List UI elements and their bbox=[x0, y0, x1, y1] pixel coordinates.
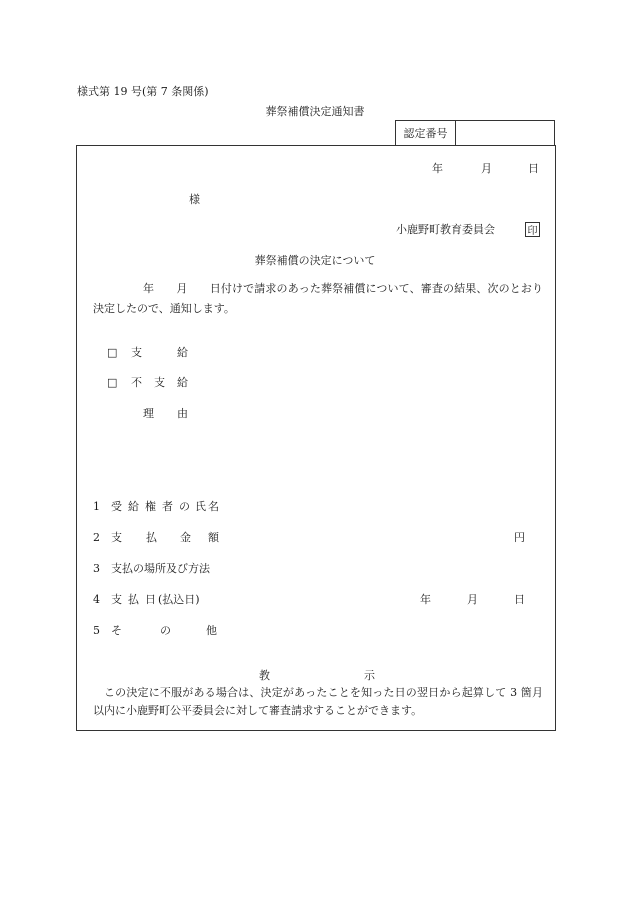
date-month-label: 月 bbox=[481, 162, 492, 175]
reason-label-char: 由 bbox=[177, 407, 188, 420]
payment-label-char: 給 bbox=[177, 346, 188, 359]
item-5-char: そ bbox=[111, 624, 122, 637]
item-2-char: 払 bbox=[146, 531, 157, 544]
addressee-suffix: 様 bbox=[189, 193, 200, 206]
item-4-year-label: 年 bbox=[420, 593, 431, 606]
date-year-label: 年 bbox=[432, 162, 443, 175]
form-number: 様式第 19 号(第 7 条関係) bbox=[77, 85, 209, 98]
certification-number-box bbox=[395, 120, 555, 145]
notice-title-char: 教 bbox=[259, 669, 270, 682]
item-1-char: 受 bbox=[111, 500, 122, 513]
notice-title-char: 示 bbox=[364, 669, 375, 682]
item-2-char: 支 bbox=[111, 531, 122, 544]
item-1-char: の bbox=[179, 500, 190, 513]
item-4-char: 日 bbox=[145, 593, 156, 606]
item-2-unit: 円 bbox=[514, 531, 525, 544]
reason-label-char: 理 bbox=[143, 407, 154, 420]
item-5-char: の bbox=[160, 624, 171, 637]
item-2-char: 金 bbox=[180, 531, 191, 544]
item-3-label: 支払の場所及び方法 bbox=[111, 562, 210, 575]
item-5-char: 他 bbox=[206, 624, 217, 637]
date-day-label: 日 bbox=[528, 162, 539, 175]
nonpayment-checkbox[interactable]: □ bbox=[107, 376, 118, 389]
item-4-char: 払 bbox=[128, 593, 139, 606]
item-4-number: 4 bbox=[93, 593, 100, 606]
item-1-char: 給 bbox=[128, 500, 139, 513]
item-1-char: 権 bbox=[145, 500, 156, 513]
item-2-char: 額 bbox=[208, 531, 219, 544]
item-1-char: 名 bbox=[208, 500, 219, 513]
item-4-day-label: 日 bbox=[514, 593, 525, 606]
item-1-number: 1 bbox=[93, 500, 100, 513]
item-1-char: 者 bbox=[162, 500, 173, 513]
notice-paragraph: この決定に不服がある場合は、決定があったことを知った日の翌日から起算して 3 箇月以内に小鹿野町公平委員会に対して審査請求することができます。 bbox=[93, 686, 543, 717]
payment-label-char: 支 bbox=[131, 346, 142, 359]
item-4-char: 支 bbox=[111, 593, 122, 606]
item-4-month-label: 月 bbox=[467, 593, 478, 606]
item-2-number: 2 bbox=[93, 531, 100, 544]
item-5-number: 5 bbox=[93, 624, 100, 637]
payment-checkbox[interactable]: □ bbox=[107, 346, 118, 359]
issuer-name: 小鹿野町教育委員会 bbox=[396, 223, 495, 236]
subject-heading: 葬祭補償の決定について bbox=[254, 254, 376, 267]
item-4-paren: (払込日) bbox=[158, 593, 200, 606]
intro-paragraph: 年 月 日付けで請求のあった葬祭補償について、審査の結果、次のとおり決定したので、通知します。 bbox=[93, 282, 543, 315]
item-1-char: 氏 bbox=[195, 500, 206, 513]
nonpayment-label-char: 給 bbox=[177, 376, 188, 389]
seal-mark: 印 bbox=[525, 222, 540, 237]
item-3-number: 3 bbox=[93, 562, 100, 575]
nonpayment-label-char: 不 bbox=[131, 376, 142, 389]
certification-number-label: 認定番号 bbox=[396, 121, 456, 145]
nonpayment-label-char: 支 bbox=[154, 376, 165, 389]
document-title: 葬祭補償決定通知書 bbox=[265, 105, 365, 118]
